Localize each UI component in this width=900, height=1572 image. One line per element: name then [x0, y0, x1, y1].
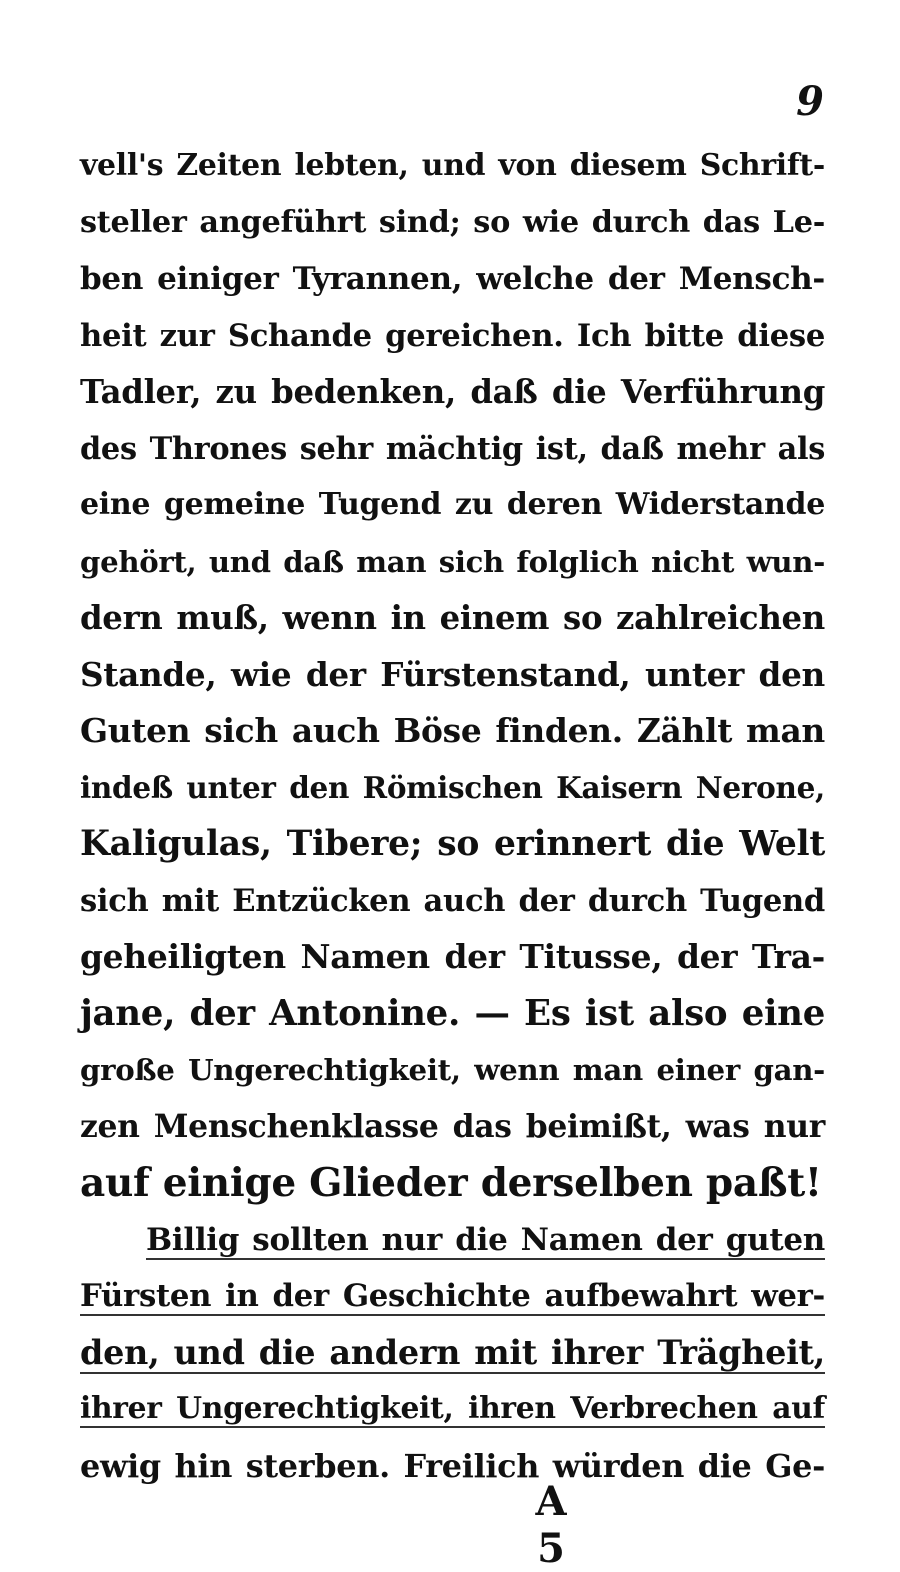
- text-line: indeß unter den Römischen Kaisern Nerone,: [80, 769, 825, 805]
- text-line: Guten sich auch Böse finden. Zählt man: [80, 711, 825, 750]
- text-line: steller angeführt sind; so wie durch das Le-: [80, 204, 825, 240]
- text-line: Tadler, zu bedenken, daß die Verführung: [80, 373, 825, 411]
- signature-mark: A 5: [535, 1478, 575, 1572]
- text-line: Kaligulas, Tibere; so erinnert die Welt: [80, 824, 825, 864]
- text-line: Stande, wie der Fürstenstand, unter den: [80, 654, 825, 694]
- text-line: eine gemeine Tugend zu deren Widerstande: [80, 487, 825, 522]
- text-line: vell's Zeiten lebten, und von diesem Schrift-: [80, 148, 825, 183]
- text-line: des Thrones sehr mächtig ist, daß mehr als: [80, 430, 825, 467]
- text-line: ben einiger Tyrannen, welche der Mensch-: [80, 261, 825, 297]
- text-line: geheiligten Namen der Titusse, der Tra-: [80, 937, 825, 976]
- text-line: Fürsten in der Geschichte aufbewahrt wer-: [80, 1278, 825, 1314]
- text-line: Billig sollten nur die Namen der guten: [146, 1221, 825, 1258]
- text-line: heit zur Schande gereichen. Ich bitte diese: [80, 317, 825, 354]
- text-line: auf einige Glieder derselben paßt!: [80, 1160, 822, 1206]
- body-text: [80, 138, 825, 1494]
- text-line: sich mit Entzücken auch der durch Tugend: [80, 882, 825, 919]
- text-line: dern muß, wenn in einem so zahlreichen: [80, 599, 825, 637]
- text-line: zen Menschenklasse das beimißt, was nur: [80, 1108, 825, 1145]
- text-line: gehört, und daß man sich folglich nicht wun-: [80, 544, 825, 579]
- page-number: 9: [796, 78, 824, 125]
- text-line: ewig hin sterben. Freilich würden die Ge-: [80, 1446, 825, 1485]
- text-line: ihrer Ungerechtigkeit, ihren Verbrechen auf: [80, 1391, 825, 1426]
- paragraph-2: [80, 1212, 825, 1495]
- text-line: jane, der Antonine. — Es ist also eine: [80, 992, 825, 1034]
- paragraph-1: [80, 138, 825, 1212]
- text-line: den, und die andern mit ihrer Trägheit,: [80, 1332, 825, 1372]
- text-line: große Ungerechtigkeit, wenn man einer gan-: [80, 1053, 825, 1087]
